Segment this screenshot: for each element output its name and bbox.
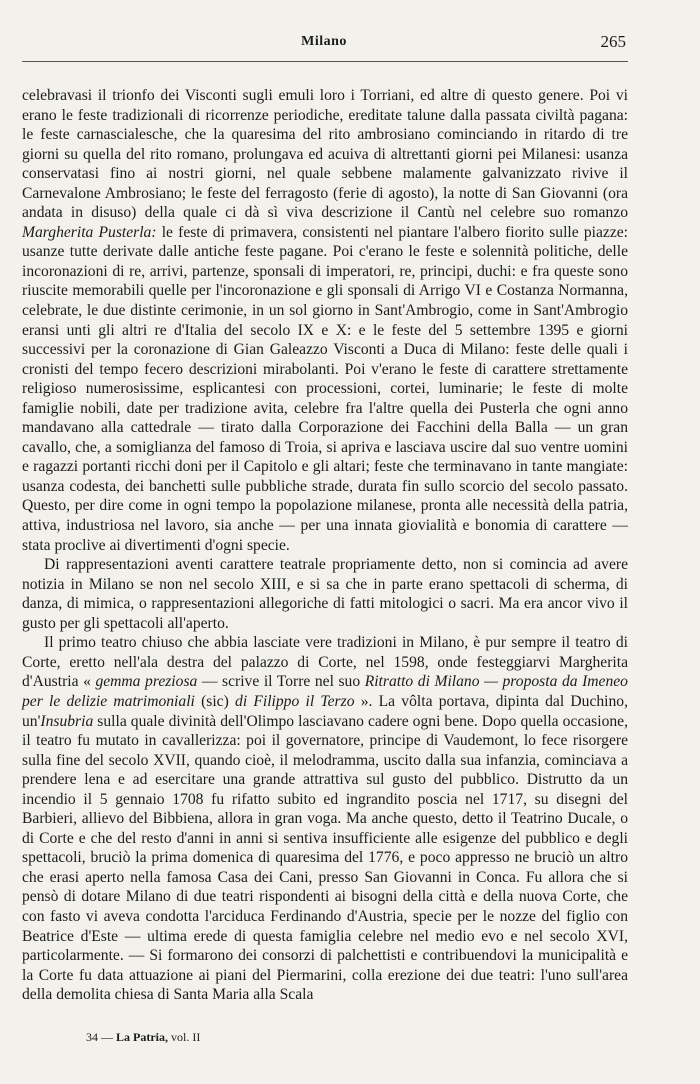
paragraph-1: [22, 86, 628, 555]
page-number: 265: [600, 32, 626, 51]
italic-run: Margherita Pusterla:: [22, 223, 157, 241]
text-run: — scrive il Torre nel suo: [197, 673, 365, 691]
header-rule: [22, 61, 628, 62]
signature-mark: 34: [86, 1030, 98, 1044]
text-run: le feste di primavera, consistenti nel piantare l'albero fiorito sulle piazze: usanze tutte derivate dalle antiche feste pagane. Poi c'erano le feste e solennità politiche, delle incoronazioni di re, arrivi, partenze, sponsali di imperatori, re, principi, duchi: e fra queste sono riuscite memorabili quelle per l'incoronazione e gli sponsali di Arrigo VI e Costanza Normanna, celebrate, le due distinte cerimonie, in un sol giorno in Sant'Ambrogio, come in Sant'Ambrogio eransi unti gli altri re d'Italia del secolo IX e X: e le feste del 5 settembre 1395 e giorni successivi per la coronazione di Gian Galeazzo Visconti a Duca di Milano: feste delle quali i cronisti del tempo fecero descrizioni mirabolanti. Poi v'erano le feste di carattere strettamente religioso numerosissime, esplicantesi con processioni, cortei, luminarie; le feste di molte famiglie nobili, date per tradizione avita, celebre fra l'altre quella dei Pusterla che ogni anno mandavano alla cattedrale — tirato dalla Corporazione dei Facchini della Balla — un gran cavallo, che, a somiglianza del famoso di Troia, si apriva e lasciava uscire dal suo ventre uomini e ragazzi portanti ricchi doni per il Capitolo e gli altari; feste che terminavano in tante mangiate: usanza codesta, dei banchetti sulle pubbliche strade, durata fin sullo scorcio del secolo passato. Questo, per dire come in ogni tempo la popolazione milanese, pronta alle necessità della patria, attiva, industriosa nel lavoro, sia anche — per una innata giovialità e bonomia di carattere — stata proclive ai divertimenti d'ogni specie.: [22, 223, 628, 554]
page-footer: [86, 1030, 200, 1045]
text-run: celebravasi il trionfo dei Visconti sugli emuli loro i Torriani, ed altre di questo genere. Poi vi erano le feste tradizionali di ricorrenze periodiche, ereditate talune dalla passata civiltà pagana: le feste carnascialesche, che la quaresima del rito ambrosiano cominciando in ritardo di tre giorni su quella del rito romano, prolungava ed acuiva di altrettanti giorni pei Milanesi: usanza conservatasi fino ai nostri giorni, nel quale sebbene malamente galvanizzato rivive il Carnevalone Ambrosiano; le feste del ferragosto (ferie di agosto), la notte di San Giovanni (ora andata in disuso) della quale ci dà sì viva descrizione il Cantù nel celebre suo romanzo: [22, 87, 628, 222]
italic-run: Insubria: [40, 712, 94, 730]
italic-run: di Filippo il Terzo: [235, 692, 355, 710]
volume-label: vol. II: [171, 1030, 201, 1044]
page-header: [22, 30, 626, 56]
work-title: La Patria,: [116, 1030, 168, 1044]
italic-run: Ritratto di Milano — proposta da Imeneo per le delizie matrimoniali: [22, 673, 628, 710]
paragraph-2: [22, 555, 628, 633]
text-run: ». La vôlta portava, dipinta dal Duchino, un': [22, 692, 628, 730]
text-run: Di rappresentazioni aventi carattere teatrale propriamente detto, non si comincia ad avere notizia in Milano se non nel secolo XIII, e si sa che in parte erano spettacoli di scherma, di danza, di mimica, o rappresentazioni allegoriche di fatti mitologici o sacri. Ma era ancor vivo il gusto per gli spettacoli all'aperto.: [22, 556, 628, 632]
italic-run: gemma preziosa: [95, 673, 198, 691]
text-run: sulla quale divinità dell'Olimpo lasciavano cadere ogni bene. Dopo quella occasione, il teatro fu mutato in cavallerizza: poi il governatore, principe di Vaudemont, lo fece risorgere sulla fine del secolo XVII, quando cioè, il melodramma, uscito dalla sua infanzia, cominciava a prendere lena e ad esercitare una grande attrattiva sul gusto del pubblico. Distrutto da un incendio il 5 gennaio 1708 fu rifatto subito ed ingrandito poscia nel 1717, su disegni del Barbieri, allievo del Bibbiena, allora in gran voga. Ma anche questo, detto il Teatrino Ducale, o di Corte e che del resto d'anni in anni si sentiva insufficiente alle esigenze del pubblico e degli spettacoli, bruciò la prima domenica di quaresima del 1776, e poco appresso ne bruciò un altro che erasi aperto nella famosa Casa dei Cani, presso San Giovanni in Conca. Fu allora che si pensò di dotare Milano di due teatri rispondenti ai bisogni della città e della nuova Corte, che con fasto vi aveva condotta l'arciduca Ferdinando d'Austria, specie per le nozze del figlio con Beatrice d'Este — ultima erede di questa famiglia celebre nel medio evo e nel secolo XVI, particolarmente. — Si formarono dei consorzi di palchettisti e contribuendovi la municipalità e la Corte fu data attuazione ai piani del Piermarini, colla erezione dei due teatri: l'uno sull'area della demolita chiesa di Santa Maria alla Scala: [22, 712, 628, 1004]
text-run: Il primo teatro chiuso che abbia lasciate vere tradizioni in Milano, è pur sempre il teatro di Corte, eretto nell'ala destra del palazzo di Corte, nel 1598, onde festeggiarvi Margherita d'Austria «: [22, 634, 628, 691]
text-run: (sic): [194, 692, 236, 710]
body-text: [22, 86, 628, 1005]
running-title: Milano: [301, 34, 347, 49]
footer-dash: —: [101, 1030, 113, 1044]
paragraph-3: [22, 633, 628, 1004]
